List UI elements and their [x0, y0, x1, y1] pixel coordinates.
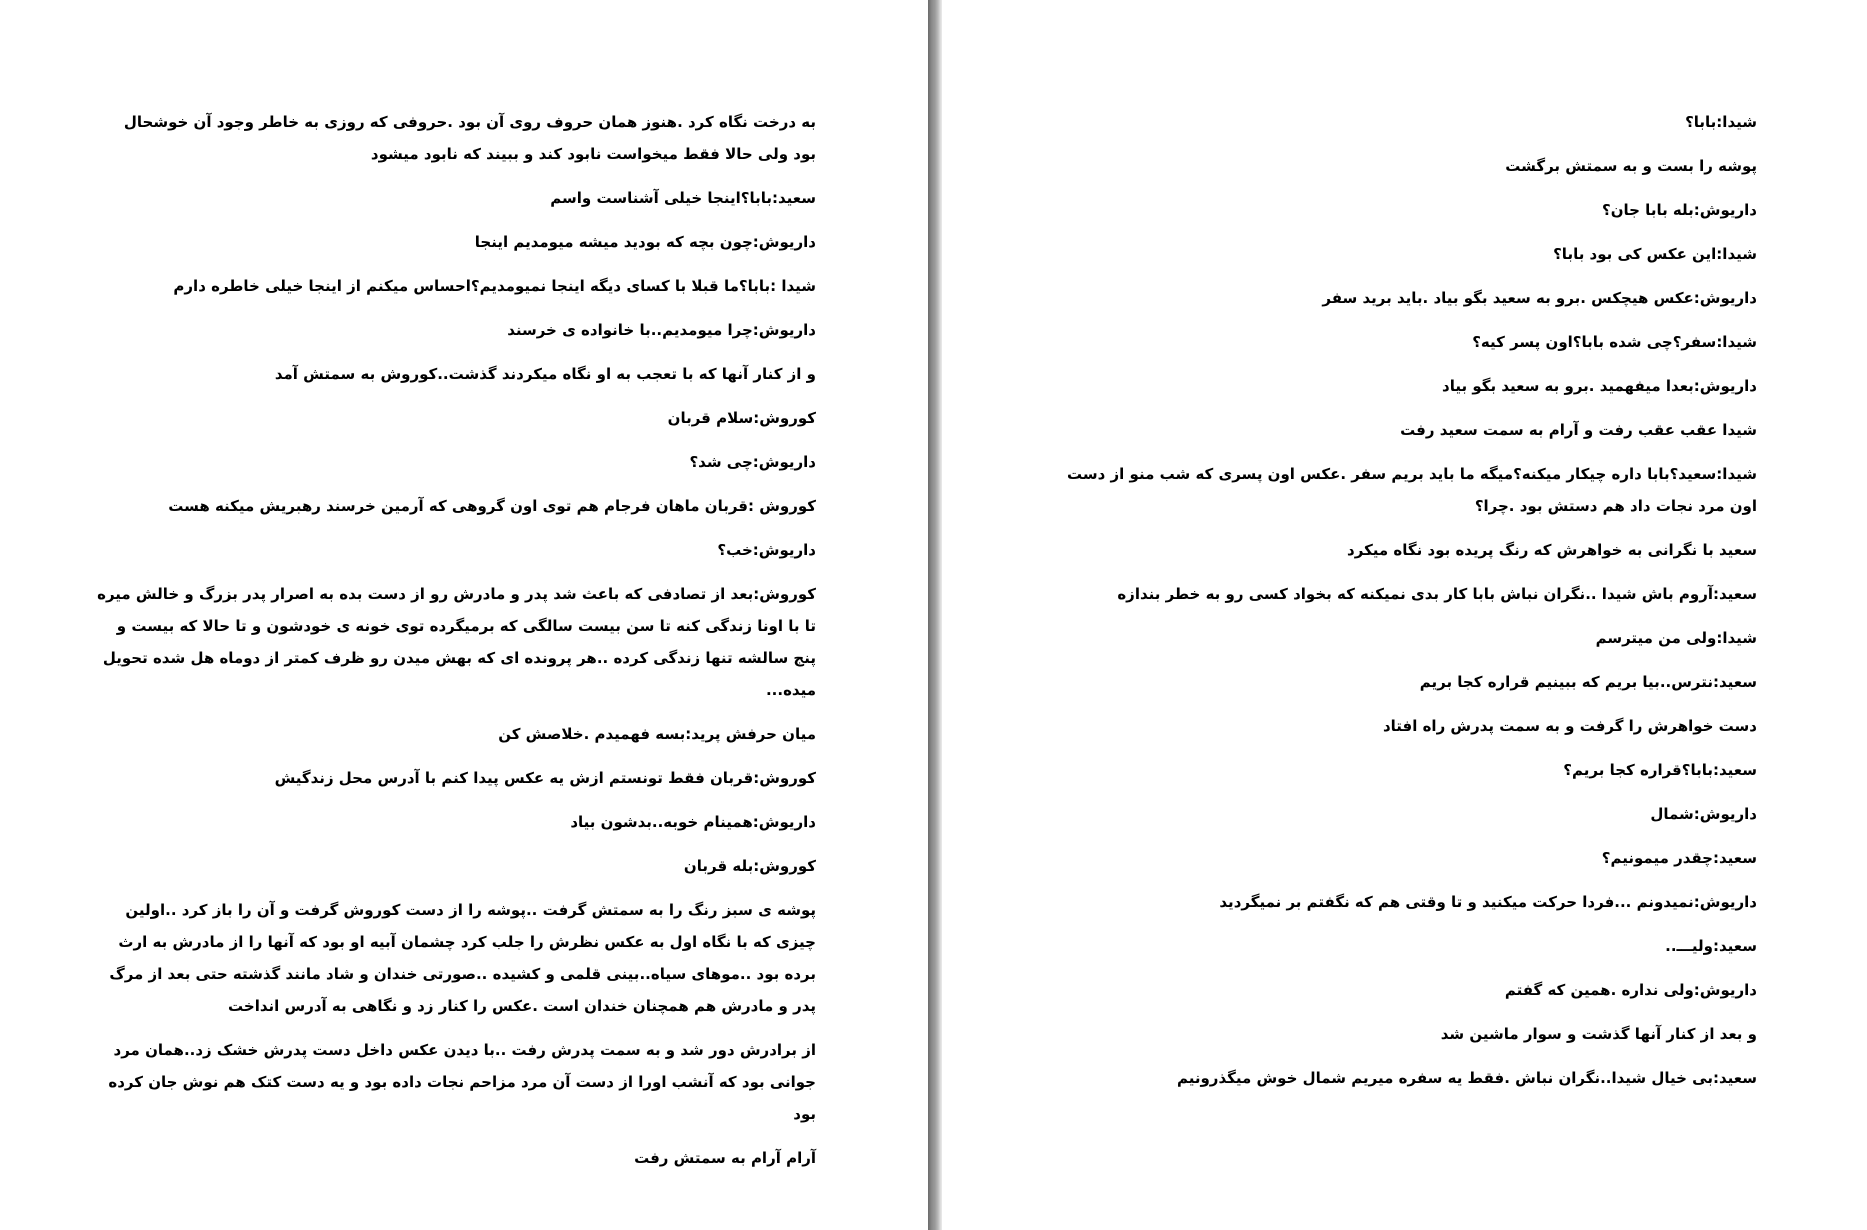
paragraph: داریوش:ولی نداره .همین که گفتم [1504, 981, 1757, 999]
paragraph: شیدا:ولی من میترسم [1595, 629, 1757, 647]
paragraph: شیدا:این عکس کی بود بابا؟ [1553, 245, 1757, 263]
paragraph: داریوش:چرا میومدیم..با خانواده ی خرسند [507, 321, 816, 339]
left-page [0, 0, 928, 1230]
paragraph: سعید:نترس..بیا بریم که ببینیم قراره کجا بریم [1419, 673, 1757, 691]
paragraph: داریوش:بعدا میفهمید .برو به سعید بگو بیاد [1442, 377, 1757, 395]
paragraph: سعید:آروم باش شیدا ..نگران نباش بابا کار بدی نمیکنه که بخواد کسی رو به خطر بندازه [1117, 585, 1757, 603]
paragraph: داریوش:نمیدونم ...فردا حرکت میکنید و تا وقتی هم که نگفتم بر نمیگردید [1219, 893, 1757, 911]
right-page-text [1037, 106, 1757, 1106]
paragraph: از برادرش دور شد و به سمت پدرش رفت ..با دیدن عکس داخل دست پدرش خشک زد..همان مرد جوانی بود که آنشب اورا از دست آن مرد مزاحم نجات داده بود و یه دست کتک هم نوش جان کرده بود [108, 1041, 816, 1123]
paragraph: سعید:چقدر میمونیم؟ [1601, 849, 1757, 867]
paragraph: شیدا:سفر؟چی شده بابا؟اون پسر کیه؟ [1472, 333, 1757, 351]
paragraph: سعید:ولیـــ.. [1665, 937, 1757, 955]
paragraph: سعید:بی خیال شیدا..نگران نباش .فقط یه سفره میریم شمال خوش میگذرونیم [1176, 1069, 1757, 1087]
paragraph: داریوش:چون بچه که بودید میشه میومدیم اینجا [474, 233, 816, 251]
paragraph: دست خواهرش را گرفت و به سمت پدرش راه افتاد [1382, 717, 1757, 735]
paragraph: داریوش:چی شد؟ [689, 453, 816, 471]
paragraph: و از کنار آنها که با تعجب به او نگاه میکردند گذشت..کوروش به سمتش آمد [274, 365, 816, 383]
paragraph: شیدا :بابا؟ما قبلا با کسای دیگه اینجا نمیومدیم؟احساس میکنم از اینجا خیلی خاطره دارم [173, 277, 816, 295]
paragraph: شیدا:سعید؟بابا داره چیکار میکنه؟میگه ما باید بریم سفر .عکس اون پسری که شب منو از دست اون مرد نجات داد هم دستش بود .چرا؟ [1067, 465, 1757, 515]
paragraph: شیدا عقب عقب رفت و آرام به سمت سعید رفت [1400, 421, 1757, 439]
paragraph: داریوش:شمال [1650, 805, 1757, 823]
paragraph: به درخت نگاه کرد .هنوز همان حروف روی آن بود .حروفی که روزی به خاطر وجود آن خوشحال بود ولی حالا فقط میخواست نابود کند و ببیند که نابود میشود [123, 113, 816, 163]
paragraph: سعید با نگرانی به خواهرش که رنگ پریده بود نگاه میکرد [1347, 541, 1757, 559]
paragraph: سعید:بابا؟اینجا خیلی آشناست واسم [550, 189, 816, 207]
paragraph: میان حرفش پرید:بسه فهمیدم .خلاصش کن [498, 725, 816, 743]
paragraph: شیدا:بابا؟ [1685, 113, 1757, 131]
paragraph: و بعد از کنار آنها گذشت و سوار ماشین شد [1440, 1025, 1757, 1043]
paragraph: داریوش:خب؟ [717, 541, 816, 559]
right-page [942, 0, 1867, 1230]
paragraph: سعید:بابا؟قراره کجا بریم؟ [1563, 761, 1757, 779]
paragraph: کوروش:سلام قربان [667, 409, 816, 427]
paragraph: پوشه ی سبز رنگ را به سمتش گرفت ..پوشه را از دست کوروش گرفت و آن را باز کرد ..اولین چیزی که با نگاه اول به عکس نظرش را جلب کرد چشمان آبیه او بود که آنها را از مادرش به ارث برده بود ..موهای سیاه..بینی قلمی و کشیده ..صورتی خندان و شاد مانند گذشته حتی بعد از مرگ پدر و مادرش هم همچنان خندان است .عکس را کنار زد و نگاهی به آدرس انداخت [109, 901, 816, 1015]
paragraph: کوروش:بله قربان [683, 857, 816, 875]
left-page-text [96, 106, 816, 1186]
paragraph: داریوش:همینام خوبه..بدشون بیاد [570, 813, 816, 831]
paragraph: آرام آرام به سمتش رفت [634, 1149, 816, 1167]
page-divider [928, 0, 942, 1230]
paragraph: پوشه را بست و به سمتش برگشت [1505, 157, 1757, 175]
paragraph: کوروش:قربان فقط تونستم ازش یه عکس پیدا کنم با آدرس محل زندگیش [274, 769, 816, 787]
paragraph: کوروش :قربان ماهان فرجام هم توی اون گروهی که آرمین خرسند رهبریش میکنه هست [168, 497, 816, 515]
paragraph: داریوش:عکس هیچکس .برو به سعید بگو بیاد .باید برید سفر [1322, 289, 1757, 307]
paragraph: کوروش:بعد از تصادفی که باعث شد پدر و مادرش رو از دست بده به اصرار پدر بزرگ و خالش میره تا با اونا زندگی کنه تا سن بیست سالگی که برمیگرده توی خونه ی خودشون و تا حالا که بیست و پنج سالشه تنها زندگی کرده ..هر پرونده ای که بهش میدن رو ظرف کمتر از دوماه هل شده تحویل میده... [97, 585, 816, 699]
paragraph: داریوش:بله بابا جان؟ [1602, 201, 1757, 219]
